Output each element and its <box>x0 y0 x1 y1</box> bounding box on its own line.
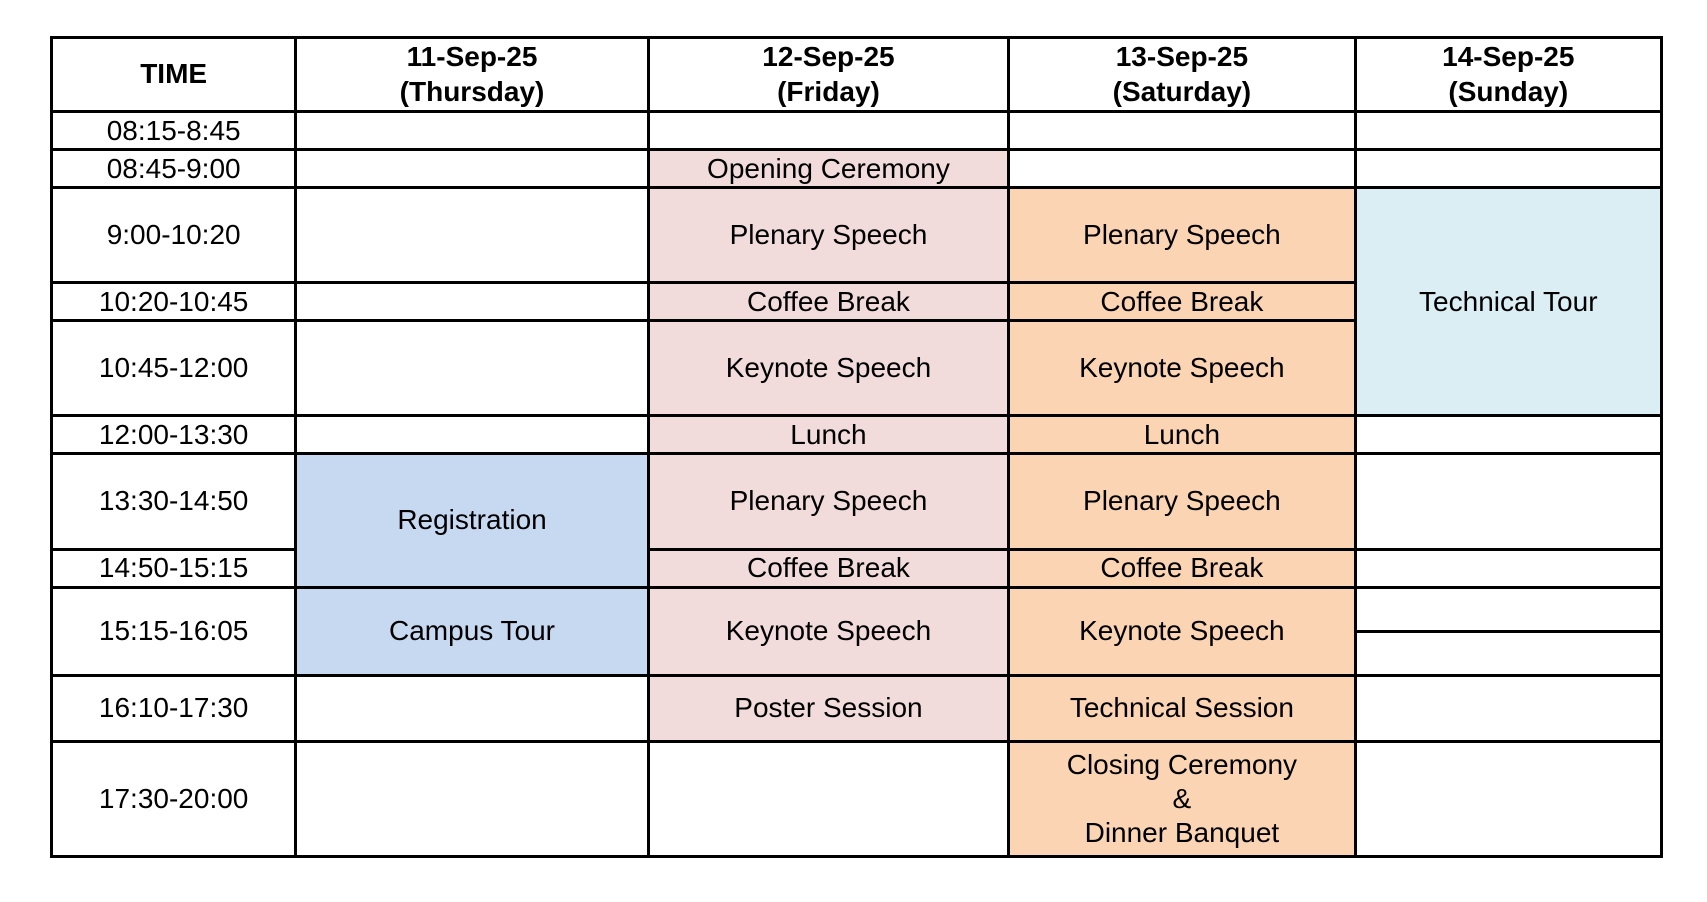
plenary-speech-cell: Plenary Speech <box>648 454 1008 549</box>
keynote-speech-cell: Keynote Speech <box>648 587 1008 675</box>
table-row <box>52 112 1662 150</box>
empty-cell <box>1355 741 1661 856</box>
plenary-speech-cell: Plenary Speech <box>648 188 1008 283</box>
table-row <box>52 416 1662 454</box>
time-cell: 08:15-8:45 <box>52 112 296 150</box>
day-date: 13-Sep-25 <box>1115 41 1249 73</box>
day-date: 12-Sep-25 <box>762 41 895 73</box>
coffee-break-cell: Coffee Break <box>648 283 1008 321</box>
poster-session-cell: Poster Session <box>648 675 1008 741</box>
time-cell: 16:10-17:30 <box>52 675 296 741</box>
day-weekday: (Sunday) <box>1448 75 1569 107</box>
time-cell: 9:00-10:20 <box>52 188 296 283</box>
coffee-break-cell: Coffee Break <box>1009 549 1355 587</box>
day-weekday: (Thursday) <box>399 75 545 107</box>
coffee-break-cell: Coffee Break <box>648 549 1008 587</box>
day-weekday: (Saturday) <box>1112 75 1252 107</box>
schedule-table <box>50 36 1663 858</box>
day-header-thursday <box>296 38 648 112</box>
campus-tour-cell: Campus Tour <box>296 587 648 675</box>
header-row <box>52 38 1662 112</box>
table-row <box>52 150 1662 188</box>
time-cell: 15:15-16:05 <box>52 587 296 675</box>
time-cell: 13:30-14:50 <box>52 454 296 549</box>
lunch-cell: Lunch <box>648 416 1008 454</box>
empty-cell <box>1009 150 1355 188</box>
closing-line: Closing Ceremony <box>1066 748 1298 780</box>
empty-cell <box>1355 675 1661 741</box>
empty-cell <box>1355 587 1661 675</box>
day-weekday: (Friday) <box>777 75 880 107</box>
cell-divider <box>1357 630 1660 633</box>
empty-cell <box>1355 454 1661 549</box>
time-header: TIME <box>52 38 296 112</box>
technical-session-cell: Technical Session <box>1009 675 1355 741</box>
empty-cell <box>648 741 1008 856</box>
keynote-speech-cell: Keynote Speech <box>1009 321 1355 416</box>
empty-cell <box>1355 112 1661 150</box>
empty-cell <box>1355 150 1661 188</box>
empty-cell <box>1355 549 1661 587</box>
day-header-friday <box>648 38 1008 112</box>
closing-ceremony-cell <box>1009 741 1355 856</box>
empty-cell <box>1355 416 1661 454</box>
time-cell: 08:45-9:00 <box>52 150 296 188</box>
keynote-speech-cell: Keynote Speech <box>648 321 1008 416</box>
day-header-sunday <box>1355 38 1661 112</box>
empty-cell <box>648 112 1008 150</box>
table-row <box>52 741 1662 856</box>
empty-cell <box>296 741 648 856</box>
empty-cell <box>296 188 648 283</box>
closing-line: & <box>1172 782 1192 814</box>
empty-cell <box>296 321 648 416</box>
time-cell: 10:20-10:45 <box>52 283 296 321</box>
time-cell: 12:00-13:30 <box>52 416 296 454</box>
opening-ceremony-cell: Opening Ceremony <box>648 150 1008 188</box>
day-header-saturday <box>1009 38 1355 112</box>
plenary-speech-cell: Plenary Speech <box>1009 188 1355 283</box>
time-cell: 10:45-12:00 <box>52 321 296 416</box>
keynote-speech-cell: Keynote Speech <box>1009 587 1355 675</box>
plenary-speech-cell: Plenary Speech <box>1009 454 1355 549</box>
empty-cell <box>296 283 648 321</box>
time-cell: 17:30-20:00 <box>52 741 296 856</box>
coffee-break-cell: Coffee Break <box>1009 283 1355 321</box>
table-row <box>52 454 1662 549</box>
table-row <box>52 549 1662 587</box>
lunch-cell: Lunch <box>1009 416 1355 454</box>
empty-cell <box>296 112 648 150</box>
empty-cell <box>296 675 648 741</box>
day-date: 11-Sep-25 <box>406 41 538 73</box>
technical-tour-cell: Technical Tour <box>1355 188 1661 416</box>
empty-cell <box>1009 112 1355 150</box>
table-row <box>52 587 1662 675</box>
empty-cell <box>296 150 648 188</box>
table-row <box>52 675 1662 741</box>
time-cell: 14:50-15:15 <box>52 549 296 587</box>
closing-line: Dinner Banquet <box>1084 816 1280 848</box>
day-date: 14-Sep-25 <box>1442 41 1575 73</box>
empty-cell <box>296 416 648 454</box>
registration-cell: Registration <box>296 454 648 587</box>
table-row <box>52 188 1662 283</box>
